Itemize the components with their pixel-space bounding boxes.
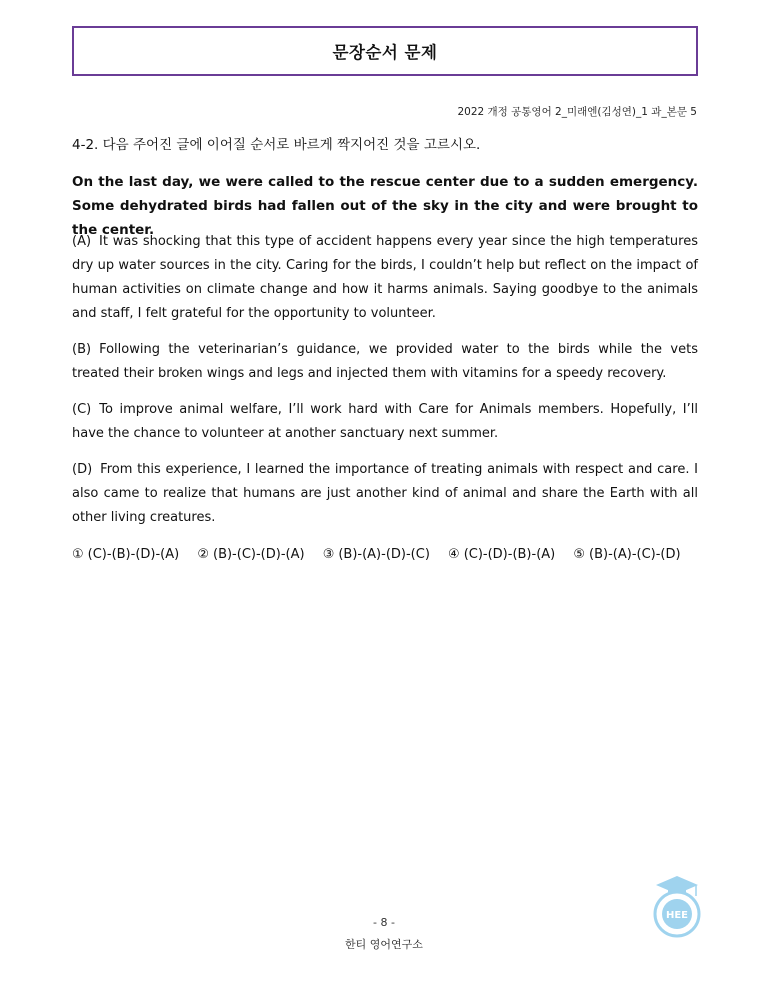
choice-number: ⑤ bbox=[573, 547, 586, 562]
choice-number: ② bbox=[197, 547, 209, 562]
choice-number: ① bbox=[72, 547, 84, 562]
title-box bbox=[72, 26, 698, 76]
choice-3[interactable] bbox=[323, 547, 430, 562]
paragraph-label: (A) bbox=[72, 234, 92, 249]
choice-2[interactable] bbox=[197, 547, 304, 562]
choice-text: (C)-(D)-(B)-(A) bbox=[463, 547, 556, 562]
paragraph-a bbox=[72, 230, 698, 326]
paragraph-text: It was shocking that this type of accident happens every year since the high temperatures dry up water sources in the city. Caring for the birds, I couldn’t help but reflect on the impact of human activities on climate change and how it harms animals. Saying goodbye to the animals and staff, I felt grateful for the opportunity to volunteer. bbox=[72, 234, 698, 321]
choice-4[interactable] bbox=[448, 547, 555, 562]
paragraph-label: (C) bbox=[72, 402, 92, 417]
choice-number: ③ bbox=[322, 547, 335, 562]
footer-org: 한티 영어연구소 bbox=[345, 938, 423, 951]
paragraph-text: From this experience, I learned the importance of treating animals with respect and care. I also came to realize that humans are just another kind of animal and share the Earth with all other living creatures. bbox=[72, 462, 698, 525]
page-number: - 8 - bbox=[373, 916, 395, 929]
choice-text: (C)-(B)-(D)-(A) bbox=[87, 547, 180, 562]
paragraph-d bbox=[72, 458, 698, 530]
paragraph-text: To improve animal welfare, I’ll work hard with Care for Animals members. Hopefully, I’ll have the chance to volunteer at another sanctuary next summer. bbox=[72, 402, 698, 441]
choice-5[interactable] bbox=[573, 547, 680, 562]
choice-text: (B)-(A)-(D)-(C) bbox=[338, 547, 430, 562]
paragraph-text: Following the veterinarian’s guidance, we provided water to the birds while the vets treated their broken wings and legs and injected them with vitamins for a speedy recovery. bbox=[72, 342, 698, 381]
choice-number: ④ bbox=[448, 547, 460, 562]
choice-1[interactable] bbox=[72, 547, 179, 562]
logo-text: HEE bbox=[665, 910, 689, 921]
paragraph-label: (B) bbox=[72, 342, 92, 357]
choice-text: (B)-(C)-(D)-(A) bbox=[213, 547, 305, 562]
paragraph-c bbox=[72, 398, 698, 446]
source-line: 2022 개정 공통영어 2_미래엔(김성연)_1 과_본문 5 bbox=[457, 106, 697, 118]
page-title: 문장순서 문제 bbox=[332, 43, 438, 62]
question-prompt: 4-2. 다음 주어진 글에 이어질 순서로 바르게 짝지어진 것을 고르시오. bbox=[72, 137, 481, 153]
paragraph-b bbox=[72, 338, 698, 386]
hee-logo-icon bbox=[646, 872, 708, 940]
answer-choices bbox=[72, 543, 698, 567]
given-passage: On the last day, we were called to the rescue center due to a sudden emergency. Some dehydrated birds had fallen out of the sky in the city and were brought to the center. bbox=[72, 174, 698, 238]
choice-text: (B)-(A)-(C)-(D) bbox=[589, 547, 681, 562]
paragraph-label: (D) bbox=[72, 462, 93, 477]
